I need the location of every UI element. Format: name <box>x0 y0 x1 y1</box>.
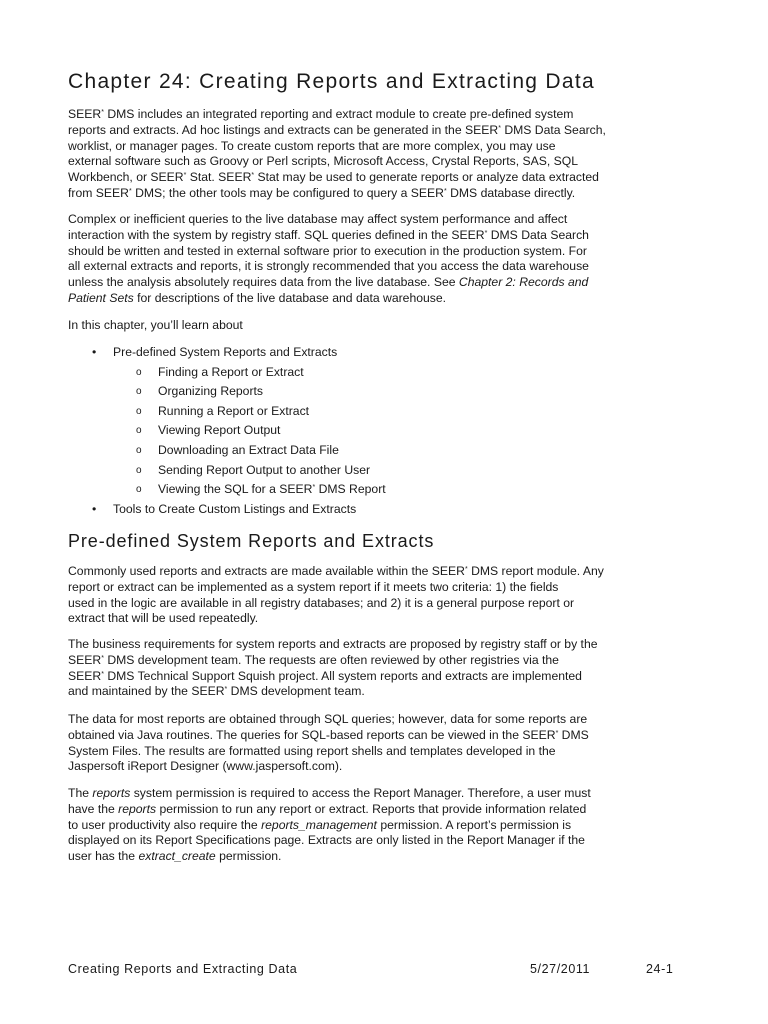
text-line: should be written and tested in external software prior to execution in the production system. For <box>68 243 587 258</box>
p_business-text <box>68 637 704 700</box>
text-line: displayed on its Report Specifications page. Extracts are only listed in the Report Manager if the <box>68 833 585 848</box>
text-line: Commonly used reports and extracts are made available within the SEER* DMS report module. Any <box>68 564 604 578</box>
text-line: Patient Sets for descriptions of the live database and data warehouse. <box>68 290 447 305</box>
chapter-contents-list <box>68 343 708 519</box>
performance-paragraph <box>68 212 704 307</box>
text-line: have the reports permission to run any report or extract. Reports that provide information related <box>68 801 587 816</box>
p_perm-text <box>68 786 704 865</box>
learn-intro <box>68 318 704 334</box>
sub-bullet-item: o Running a Report or Extract <box>68 402 708 422</box>
text-line: The business requirements for system reports and extracts are proposed by registry staff or by the <box>68 637 598 651</box>
chapter-title: Chapter 24: Creating Reports and Extracting Data <box>68 70 595 93</box>
common-reports-paragraph <box>68 564 704 627</box>
text-line: SEER* DMS development team. The requests are often reviewed by other registries via the <box>68 652 559 667</box>
bullet-item: • Pre-defined System Reports and Extracts <box>68 343 708 363</box>
learn-intro-text: In this chapter, you’ll learn about <box>68 318 243 332</box>
complex-text <box>68 212 704 307</box>
text-line: SEER* DMS Technical Support Squish project. All system reports and extracts are implemented <box>68 668 582 683</box>
text-line: all external extracts and reports, it is strongly recommended that you access the data warehouse <box>68 259 589 274</box>
sub-bullet-item: o Viewing Report Output <box>68 421 708 441</box>
p_data-text <box>68 712 704 775</box>
business-requirements-paragraph <box>68 637 704 700</box>
text-line: reports and extracts. Ad hoc listings and extracts can be generated in the SEER* DMS Data Search, <box>68 122 606 137</box>
footer-title: Creating Reports and Extracting Data <box>68 962 298 976</box>
sub-bullet-item: o Organizing Reports <box>68 382 708 402</box>
text-line: interaction with the system by registry staff. SQL queries defined in the SEER* DMS Data Search <box>68 227 589 242</box>
text-line: from SEER* DMS; the other tools may be configured to query a SEER* DMS database directly. <box>68 185 576 200</box>
text-line: The data for most reports are obtained through SQL queries; however, data for some reports are <box>68 712 588 726</box>
text-line: and maintained by the SEER* DMS development team. <box>68 684 365 699</box>
text-line: extract that will be used repeatedly. <box>68 611 259 626</box>
text-line: Workbench, or SEER* Stat. SEER* Stat may be used to generate reports or analyze data extracted <box>68 170 599 185</box>
sub-bullet-item: o Viewing the SQL for a SEER* DMS Report <box>68 480 708 500</box>
bullet-item: • Tools to Create Custom Listings and Extracts <box>68 500 708 520</box>
text-line: unless the analysis absolutely requires data from the live database. See Chapter 2: Records and <box>68 275 589 290</box>
section-title: Pre-defined System Reports and Extracts <box>68 531 435 551</box>
text-line: user has the extract_create permission. <box>68 849 282 864</box>
p_common-text <box>68 564 704 627</box>
intro-paragraph <box>68 107 704 202</box>
text-line: Jaspersoft iReport Designer (www.jaspersoft.com). <box>68 759 343 774</box>
text-line: SEER* DMS includes an integrated reporting and extract module to create pre-defined system <box>68 107 574 121</box>
text-line: worklist, or manager pages. To create custom reports that are more complex, you may use <box>68 138 556 153</box>
footer-page-number: 24-1 <box>646 962 674 976</box>
permissions-paragraph <box>68 786 704 865</box>
text-line: Complex or inefficient queries to the live database may affect system performance and affect <box>68 212 568 226</box>
data-sources-paragraph <box>68 712 704 775</box>
sub-bullet-item: o Finding a Report or Extract <box>68 363 708 383</box>
text-line: System Files. The results are formatted using report shells and templates developed in the <box>68 743 556 758</box>
text-line: used in the logic are available in all registry databases; and 2) it is a general purpose report or <box>68 595 575 610</box>
text-line: report or extract can be implemented as a system report if it meets two criteria: 1) the fields <box>68 579 559 594</box>
text-line: external software such as Groovy or Perl scripts, Microsoft Access, Crystal Reports, SAS, SQL <box>68 154 579 169</box>
text-line: obtained via Java routines. The queries for SQL-based reports can be viewed in the SEER* DMS <box>68 727 589 742</box>
sub-bullet-item: o Downloading an Extract Data File <box>68 441 708 461</box>
footer-date: 5/27/2011 <box>530 962 591 976</box>
sub-bullet-item: o Sending Report Output to another User <box>68 461 708 481</box>
text-line: to user productivity also require the reports_management permission. A report’s permission is <box>68 817 572 832</box>
text-line: The reports system permission is required to access the Report Manager. Therefore, a user must <box>68 786 591 800</box>
intro-text <box>68 107 704 202</box>
